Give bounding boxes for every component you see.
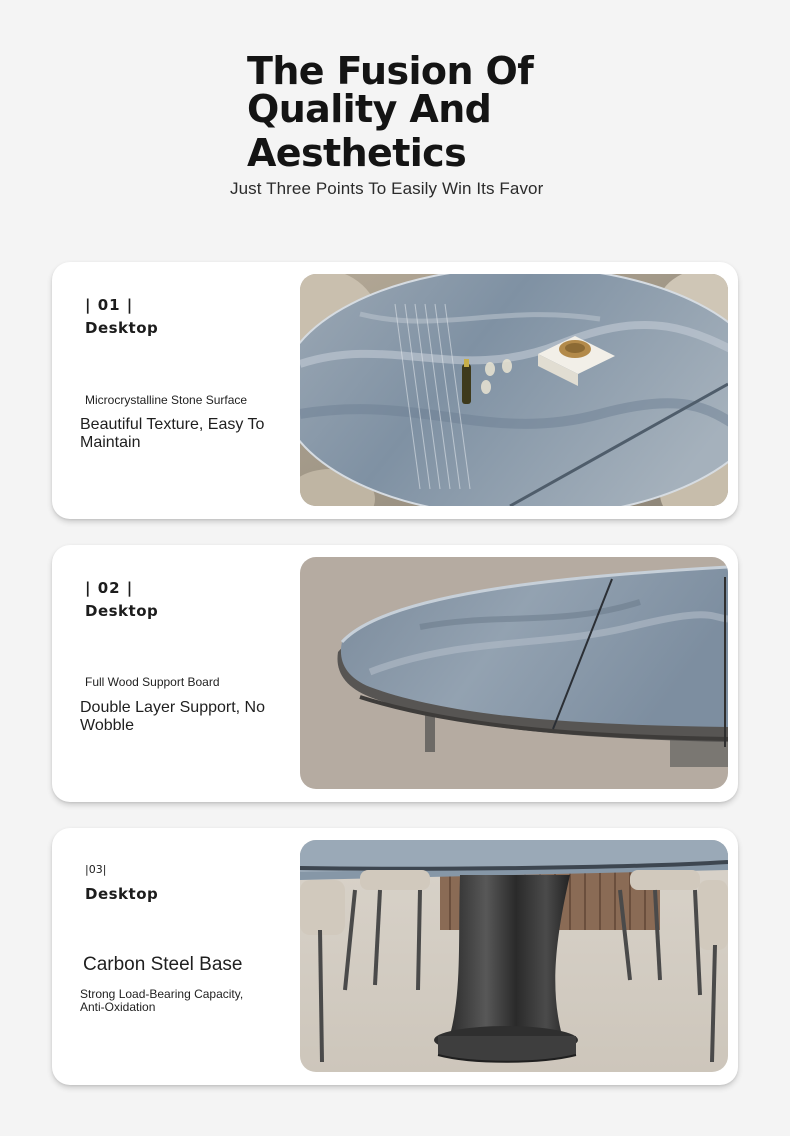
feature-card-desktop-base: [52, 828, 738, 1085]
stone-tabletop-photo: [300, 274, 728, 506]
feature-subtitle: Full Wood Support Board: [85, 675, 220, 689]
feature-headline: Double Layer Support, No Wobble: [80, 699, 265, 734]
table-edge-photo: [300, 557, 728, 789]
feature-headline: Beautiful Texture, Easy To Maintain: [80, 416, 265, 451]
title-line-3: Aesthetics: [247, 131, 467, 175]
feature-card-desktop-surface: [52, 262, 738, 519]
page-title: [247, 49, 577, 175]
feature-label: Desktop: [85, 885, 159, 903]
page-subtitle: Just Three Points To Easily Win Its Favor: [230, 179, 544, 198]
feature-subtitle: Strong Load-Bearing Capacity, Anti-Oxidation: [80, 987, 244, 1014]
feature-number: | 02 |: [85, 579, 134, 597]
feature-card-desktop-support: [52, 545, 738, 802]
feature-subtitle: Microcrystalline Stone Surface: [85, 393, 248, 407]
feature-label: Desktop: [85, 319, 159, 337]
title-line-2: Quality And: [247, 87, 492, 131]
feature-number: |03|: [85, 863, 107, 876]
feature-label: Desktop: [85, 602, 159, 620]
steel-base-photo: [300, 840, 728, 1072]
title-line-1: The Fusion Of: [247, 49, 534, 93]
feature-headline: Carbon Steel Base: [83, 954, 243, 975]
feature-number: | 01 |: [85, 296, 134, 314]
